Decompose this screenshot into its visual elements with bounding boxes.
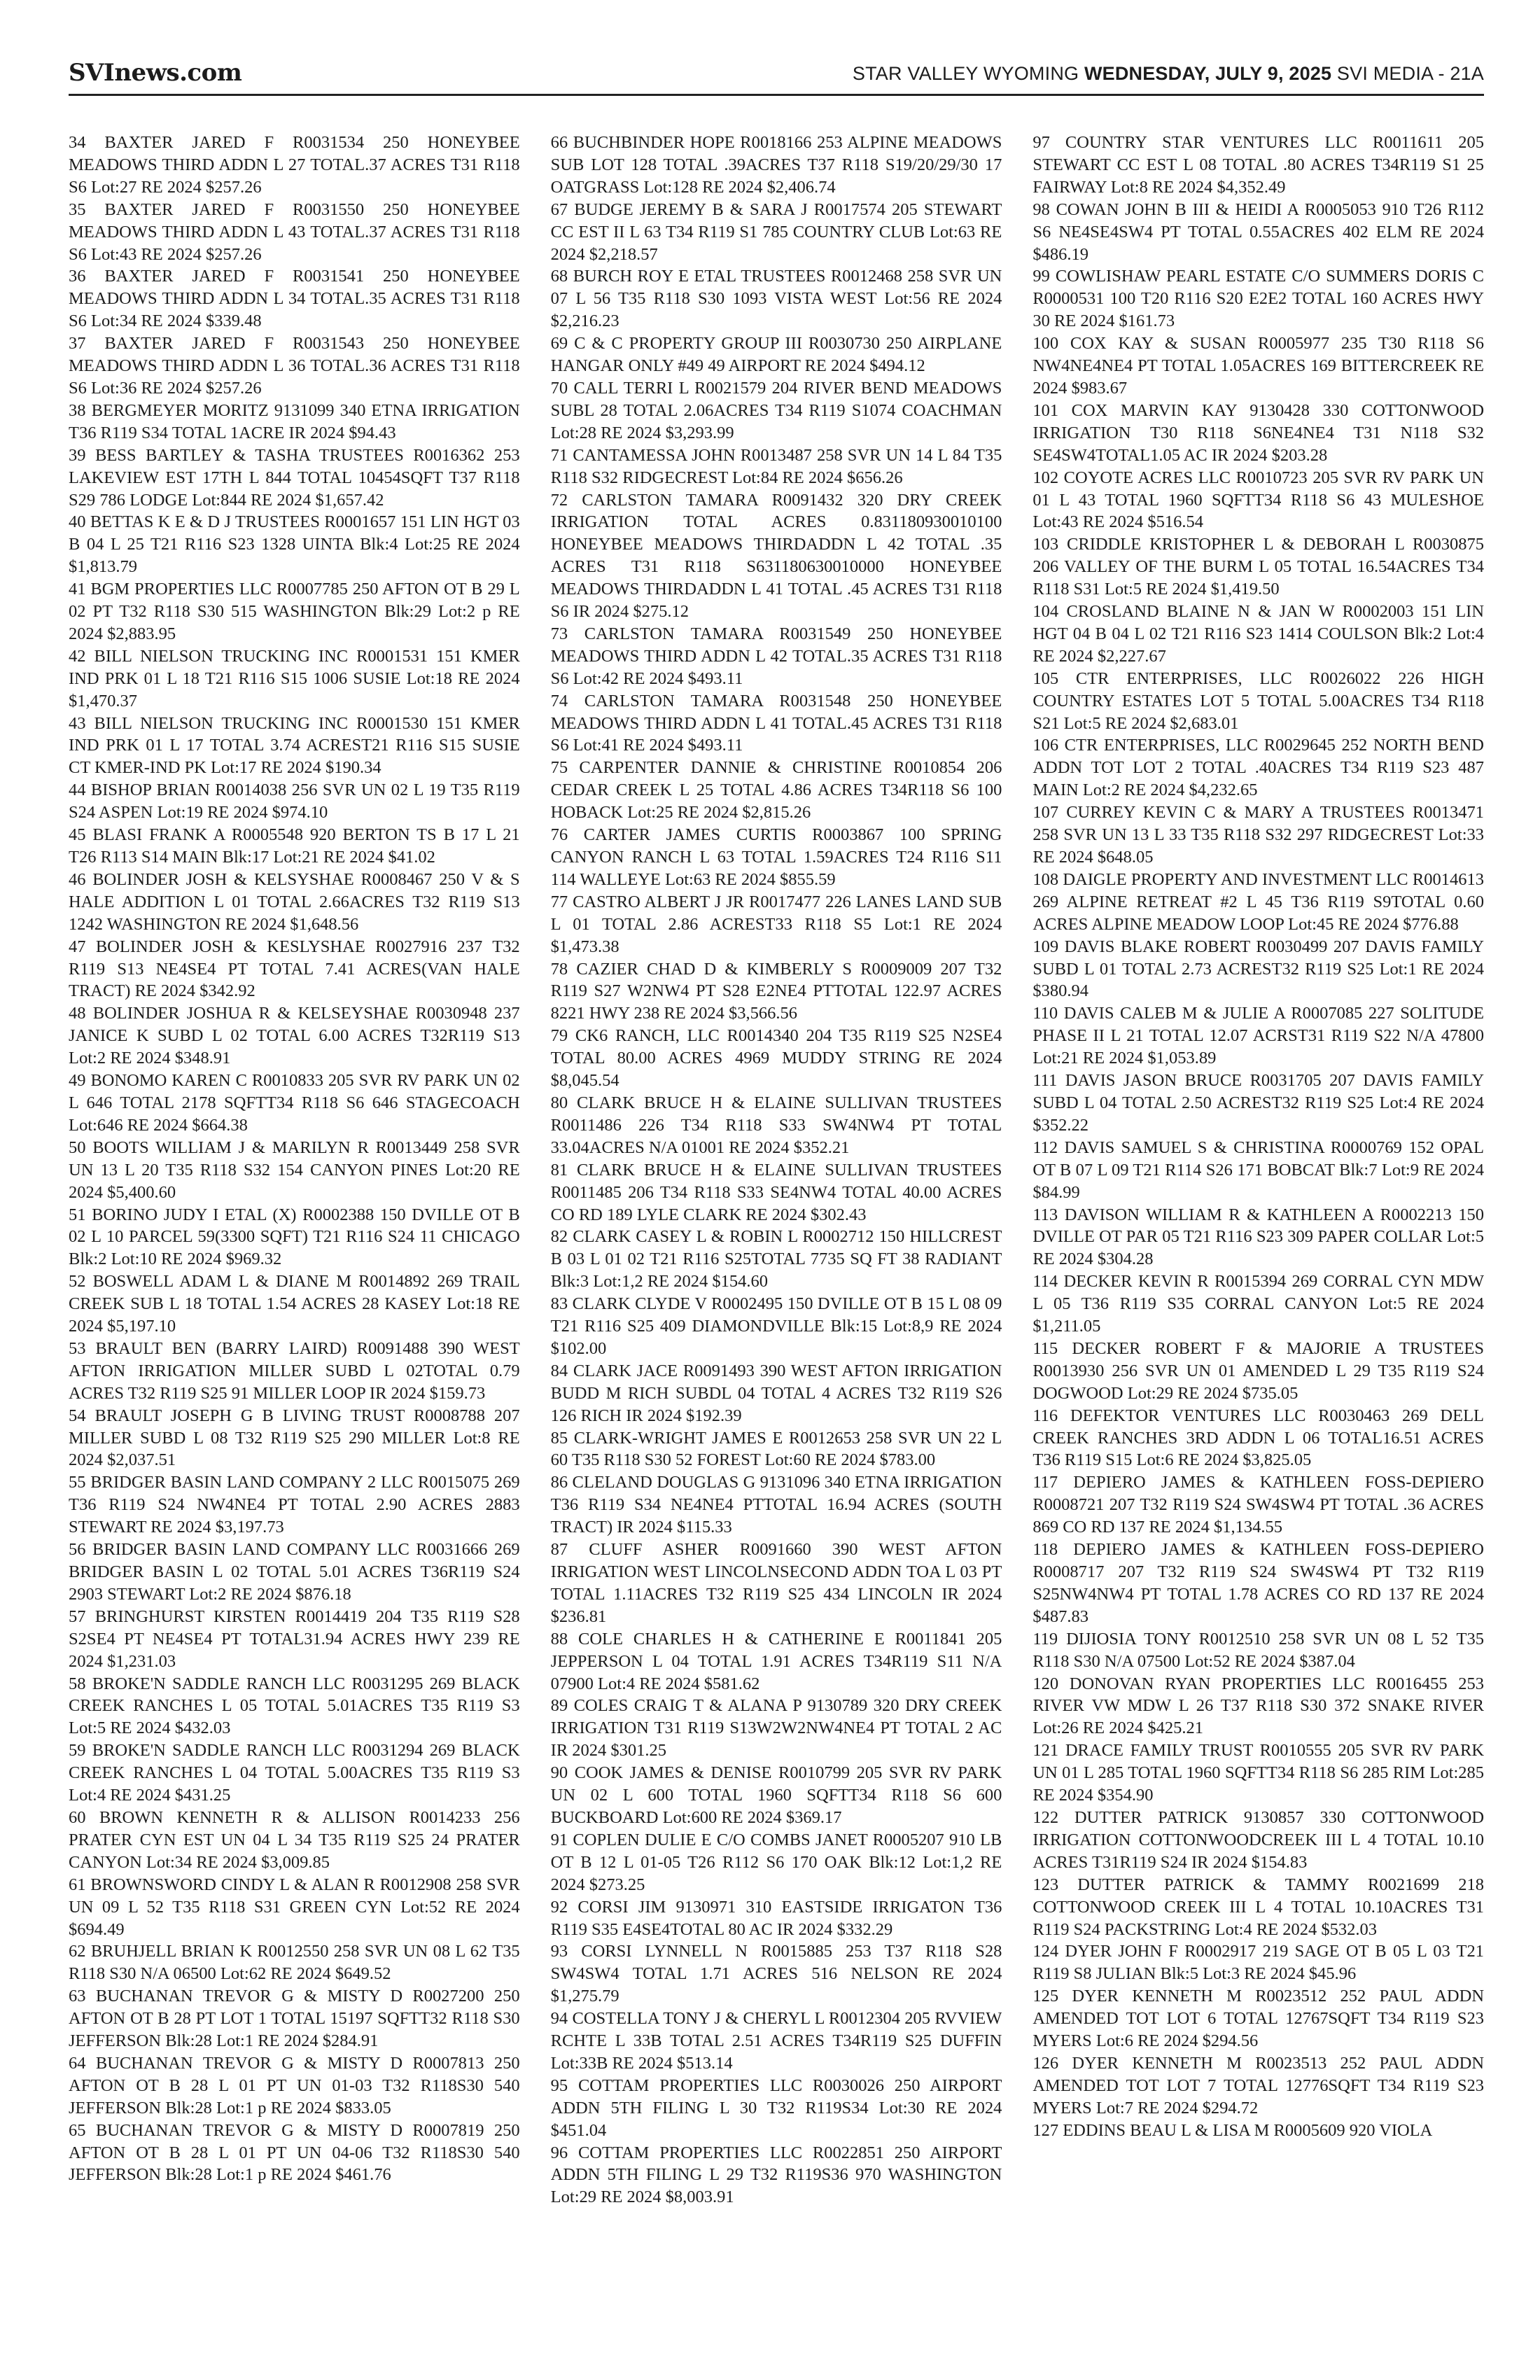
list-item: 88 COLE CHARLES H & CATHERINE E R0011841 205 JEPPERSON L 04 TOTAL 1.91 ACRES T34R119 S11 N/A 07900 Lot:4 RE 2024 $581.62	[550, 1629, 1002, 1693]
list-item: 38 BERGMEYER MORITZ 9131099 340 ETNA IRRIGATION T36 R119 S34 TOTAL 1ACRE IR 2024 $94.43	[69, 400, 520, 442]
list-item: 39 BESS BARTLEY & TASHA TRUSTEES R0016362 253 LAKEVIEW EST 17TH L 844 TOTAL 10454SQFT T37 R118 S29 786 LODGE Lot:844 RE 2024 $1,657.42	[69, 445, 520, 510]
site-name: SVInews.com	[69, 59, 242, 87]
list-item: 107 CURREY KEVIN C & MARY A TRUSTEES R0013471 258 SVR UN 13 L 33 T35 R118 S32 297 RIDGECREST Lot:33 RE 2024 $648.05	[1032, 803, 1485, 867]
list-item: 125 DYER KENNETH M R0023512 252 PAUL ADDN AMENDED TOT LOT 6 TOTAL 12767SQFT T34 R119 S23 MYERS Lot:6 RE 2024 $294.56	[1032, 1987, 1485, 2051]
list-item: 54 BRAULT JOSEPH G B LIVING TRUST R0008788 207 MILLER SUBD L 08 T32 R119 S25 290 MILLER Lot:8 RE 2024 $2,037.51	[69, 1406, 520, 1470]
list-item: 112 DAVIS SAMUEL S & CHRISTINA R0000769 152 OPAL OT B 07 L 09 T21 R114 S26 171 BOBCAT Blk:7 Lot:9 RE 2024 $84.99	[1032, 1138, 1485, 1202]
list-item: 73 CARLSTON TAMARA R0031549 250 HONEYBEE MEADOWS THIRD ADDN L 42 TOTAL.35 ACRES T31 R118 S6 Lot:42 RE 2024 $493.11	[550, 624, 1002, 688]
list-item: 71 CANTAMESSA JOHN R0013487 258 SVR UN 14 L 84 T35 R118 S32 RIDGECREST Lot:84 RE 2024 $656.26	[550, 445, 1002, 487]
list-item: 52 BOSWELL ADAM L & DIANE M R0014892 269 TRAIL CREEK SUB L 18 TOTAL 1.54 ACRES 28 KASEY Lot:18 RE 2024 $5,197.10	[69, 1272, 520, 1336]
list-item: 103 CRIDDLE KRISTOPHER L & DEBORAH L R0030875 206 VALLEY OF THE BURM L 05 TOTAL 16.54ACRES T34 R118 S31 Lot:5 RE 2024 $1,419.50	[1032, 535, 1485, 599]
list-item: 108 DAIGLE PROPERTY AND INVESTMENT LLC R0014613 269 ALPINE RETREAT #2 L 45 T36 R119 S9TOTAL 0.60 ACRES ALPINE MEADOW LOOP Lot:45 RE 2024 $776.88	[1032, 869, 1485, 934]
list-item: 75 CARPENTER DANNIE & CHRISTINE R0010854 206 CEDAR CREEK L 25 TOTAL 4.86 ACRES T34R118 S6 100 HOBACK Lot:25 RE 2024 $2,815.26	[550, 758, 1002, 822]
list-item: 126 DYER KENNETH M R0023513 252 PAUL ADDN AMENDED TOT LOT 7 TOTAL 12776SQFT T34 R119 S23 MYERS Lot:7 RE 2024 $294.72	[1032, 2053, 1485, 2118]
list-item: 121 DRACE FAMILY TRUST R0010555 205 SVR RV PARK UN 01 L 285 TOTAL 1960 SQFTT34 R118 S6 285 RIM Lot:285 RE 2024 $354.90	[1032, 1741, 1485, 1805]
list-item: 124 DYER JOHN F R0002917 219 SAGE OT B 05 L 03 T21 R119 S8 JULIAN Blk:5 Lot:3 RE 2024 $45.96	[1032, 1942, 1485, 1984]
column-2	[551, 132, 1002, 2358]
list-item: 91 COPLEN DULIE E C/O COMBS JANET R0005207 910 LB OT B 12 L 01-05 T26 R112 S6 170 OAK Blk:12 Lot:1,2 RE 2024 $273.25	[550, 1830, 1002, 1894]
list-item: 44 BISHOP BRIAN R0014038 256 SVR UN 02 L 19 T35 R119 S24 ASPEN Lot:19 RE 2024 $974.10	[69, 780, 520, 822]
list-item: 87 CLUFF ASHER R0091660 390 WEST AFTON IRRIGATION WEST LINCOLNSECOND ADDN TOA L 03 PT TOTAL 1.11ACRES T32 R119 S25 434 LINCOLN IR 2024 $236.81	[550, 1540, 1002, 1626]
list-item: 40 BETTAS K E & D J TRUSTEES R0001657 151 LIN HGT 03 B 04 L 25 T21 R116 S23 1328 UINTA Blk:4 Lot:25 RE 2024 $1,813.79	[69, 512, 520, 577]
list-item: 49 BONOMO KAREN C R0010833 205 SVR RV PARK UN 02 L 646 TOTAL 2178 SQFTT34 R118 S6 646 STAGECOACH Lot:646 RE 2024 $664.38	[69, 1071, 520, 1135]
list-item: 65 BUCHANAN TREVOR G & MISTY D R0007819 250 AFTON OT B 28 L 01 PT UN 04-06 T32 R118S30 540 JEFFERSON Blk:28 Lot:1 p RE 2024 $461.76	[69, 2120, 520, 2185]
list-item: 114 DECKER KEVIN R R0015394 269 CORRAL CYN MDW L 05 T36 R119 S35 CORRAL CANYON Lot:5 RE 2024 $1,211.05	[1032, 1272, 1485, 1336]
list-item: 37 BAXTER JARED F R0031543 250 HONEYBEE MEADOWS THIRD ADDN L 36 TOTAL.36 ACRES T31 R118 S6 Lot:36 RE 2024 $257.26	[69, 334, 520, 398]
list-item: 35 BAXTER JARED F R0031550 250 HONEYBEE MEADOWS THIRD ADDN L 43 TOTAL.37 ACRES T31 R118 S6 Lot:43 RE 2024 $257.26	[69, 200, 520, 264]
list-item: 74 CARLSTON TAMARA R0031548 250 HONEYBEE MEADOWS THIRD ADDN L 41 TOTAL.45 ACRES T31 R118 S6 Lot:41 RE 2024 $493.11	[550, 691, 1002, 755]
list-item: 110 DAVIS CALEB M & JULIE A R0007085 227 SOLITUDE PHASE II L 21 TOTAL 12.07 ACRST31 R119 S22 N/A 47800 Lot:21 RE 2024 $1,053.89	[1032, 1004, 1485, 1068]
list-item: 64 BUCHANAN TREVOR G & MISTY D R0007813 250 AFTON OT B 28 L 01 PT UN 01-03 T32 R118S30 540 JEFFERSON Blk:28 Lot:1 p RE 2024 $833.05	[69, 2053, 520, 2118]
list-item: 100 COX KAY & SUSAN R0005977 235 T30 R118 S6 NW4NE4NE4 PT TOTAL 1.05ACRES 169 BITTERCREEK RE 2024 $983.67	[1032, 334, 1485, 398]
list-item: 42 BILL NIELSON TRUCKING INC R0001531 151 KMER IND PRK 01 L 18 T21 R116 S15 1006 SUSIE Lot:18 RE 2024 $1,470.37	[69, 646, 520, 710]
list-item: 34 BAXTER JARED F R0031534 250 HONEYBEE MEADOWS THIRD ADDN L 27 TOTAL.37 ACRES T31 R118 S6 Lot:27 RE 2024 $257.26	[69, 133, 520, 197]
list-item: 115 DECKER ROBERT F & MAJORIE A TRUSTEES R0013930 256 SVR UN 01 AMENDED L 29 T35 R119 S24 DOGWOOD Lot:29 RE 2024 $735.05	[1032, 1338, 1485, 1403]
list-item: 68 BURCH ROY E ETAL TRUSTEES R0012468 258 SVR UN 07 L 56 T35 R118 S30 1093 VISTA WEST Lot:56 RE 2024 $2,216.23	[550, 267, 1002, 331]
list-item: 90 COOK JAMES & DENISE R0010799 205 SVR RV PARK UN 02 L 600 TOTAL 1960 SQFTT34 R118 S6 600 BUCKBOARD Lot:600 RE 2024 $369.17	[550, 1763, 1002, 1827]
list-item: 94 COSTELLA TONY J & CHERYL L R0012304 205 RVVIEW RCHTE L 33B TOTAL 2.51 ACRES T34R119 S25 DUFFIN Lot:33B RE 2024 $513.14	[550, 2009, 1002, 2073]
page-header	[69, 59, 1484, 96]
list-item: 85 CLARK-WRIGHT JAMES E R0012653 258 SVR UN 22 L 60 T35 R118 S30 52 FOREST Lot:60 RE 2024 $783.00	[550, 1428, 1002, 1470]
legal-notice-columns	[69, 132, 1484, 2358]
list-item: 104 CROSLAND BLAINE N & JAN W R0002003 151 LIN HGT 04 B 04 L 02 T21 R116 S23 1414 COULSON Blk:2 Lot:4 RE 2024 $2,227.67	[1032, 602, 1485, 666]
list-item: 56 BRIDGER BASIN LAND COMPANY LLC R0031666 269 BRIDGER BASIN L 02 TOTAL 5.01 ACRES T36R119 S24 2903 STEWART Lot:2 RE 2024 $876.18	[69, 1540, 520, 1604]
list-item: 59 BROKE'N SADDLE RANCH LLC R0031294 269 BLACK CREEK RANCHES L 04 TOTAL 5.00ACRES T35 R119 S3 Lot:4 RE 2024 $431.25	[69, 1741, 520, 1805]
list-item: 63 BUCHANAN TREVOR G & MISTY D R0027200 250 AFTON OT B 28 PT LOT 1 TOTAL 15197 SQFTT32 R118 S30 JEFFERSON Blk:28 Lot:1 RE 2024 $284.91	[69, 1987, 520, 2051]
list-item: 61 BROWNSWORD CINDY L & ALAN R R0012908 258 SVR UN 09 L 52 T35 R118 S31 GREEN CYN Lot:52 RE 2024 $694.49	[69, 1875, 520, 1939]
list-item: 105 CTR ENTERPRISES, LLC R0026022 226 HIGH COUNTRY ESTATES LOT 5 TOTAL 5.00ACRES T34 R118 S21 Lot:5 RE 2024 $2,683.01	[1032, 668, 1485, 733]
list-item: 83 CLARK CLYDE V R0002495 150 DVILLE OT B 15 L 08 09 T21 R116 S25 409 DIAMONDVILLE Blk:15 Lot:8,9 RE 2024 $102.00	[550, 1294, 1002, 1358]
list-item: 58 BROKE'N SADDLE RANCH LLC R0031295 269 BLACK CREEK RANCHES L 05 TOTAL 5.01ACRES T35 R119 S3 Lot:5 RE 2024 $432.03	[69, 1674, 520, 1738]
list-item: 122 DUTTER PATRICK 9130857 330 COTTONWOOD IRRIGATION COTTONWOODCREEK III L 4 TOTAL 10.10 ACRES T31R119 S24 IR 2024 $154.83	[1032, 1807, 1485, 1872]
list-item: 96 COTTAM PROPERTIES LLC R0022851 250 AIRPORT ADDN 5TH FILING L 29 T32 R119S36 970 WASHINGTON Lot:29 RE 2024 $8,003.91	[550, 2143, 1002, 2207]
list-item: 84 CLARK JACE R0091493 390 WEST AFTON IRRIGATION BUDD M RICH SUBDL 04 TOTAL 4 ACRES T32 R119 S26 126 RICH IR 2024 $192.39	[550, 1361, 1002, 1425]
list-item: 82 CLARK CASEY L & ROBIN L R0002712 150 HILLCREST B 03 L 01 02 T21 R116 S25TOTAL 7735 SQ FT 38 RADIANT Blk:3 Lot:1,2 RE 2024 $154.60	[550, 1227, 1002, 1292]
list-item: 116 DEFEKTOR VENTURES LLC R0030463 269 DELL CREEK RANCHES 3RD ADDN L 06 TOTAL16.51 ACRES T36 R119 S15 Lot:6 RE 2024 $3,825.05	[1032, 1406, 1485, 1470]
masthead-page: SVI MEDIA - 21A	[1336, 63, 1484, 84]
list-item: 72 CARLSTON TAMARA R0091432 320 DRY CREEK IRRIGATION TOTAL ACRES 0.831180930010100 HONEYBEE MEADOWS THIRDADDN L 42 TOTAL .35 ACRES T31 R118 S631180630010000 HONEYBEE MEADOWS THIRDADDN L 41 TOTAL .45 ACRES T31 R118 S6 IR 2024 $275.12	[550, 490, 1002, 622]
list-item: 123 DUTTER PATRICK & TAMMY R0021699 218 COTTONWOOD CREEK III L 4 TOTAL 10.10ACRES T31 R119 S24 PACKSTRING Lot:4 RE 2024 $532.03	[1032, 1875, 1485, 1939]
list-item: 50 BOOTS WILLIAM J & MARILYN R R0013449 258 SVR UN 13 L 20 T35 R118 S32 154 CANYON PINES Lot:20 RE 2024 $5,400.60	[69, 1138, 520, 1202]
list-item: 48 BOLINDER JOSHUA R & KELSEYSHAE R0030948 237 JANICE K SUBD L 02 TOTAL 6.00 ACRES T32R119 S13 Lot:2 RE 2024 $348.91	[69, 1004, 520, 1068]
list-item: 45 BLASI FRANK A R0005548 920 BERTON TS B 17 L 21 T26 R113 S14 MAIN Blk:17 Lot:21 RE 2024 $41.02	[69, 825, 520, 867]
list-item: 46 BOLINDER JOSH & KELSYSHAE R0008467 250 V & S HALE ADDITION L 01 TOTAL 2.66ACRES T32 R119 S13 1242 WASHINGTON RE 2024 $1,648.56	[69, 869, 520, 934]
list-item: 111 DAVIS JASON BRUCE R0031705 207 DAVIS FAMILY SUBD L 04 TOTAL 2.50 ACREST32 R119 S25 Lot:4 RE 2024 $352.22	[1032, 1071, 1485, 1135]
list-item: 127 EDDINS BEAU L & LISA M R0005609 920 VIOLA	[1032, 2120, 1433, 2140]
list-item: 67 BUDGE JEREMY B & SARA J R0017574 205 STEWART CC EST II L 63 T34 R119 S1 785 COUNTRY CLUB Lot:63 RE 2024 $2,218.57	[550, 200, 1002, 264]
list-item: 89 COLES CRAIG T & ALANA P 9130789 320 DRY CREEK IRRIGATION T31 R119 S13W2W2NW4NE4 PT TOTAL 2 AC IR 2024 $301.25	[550, 1696, 1002, 1760]
list-item: 117 DEPIERO JAMES & KATHLEEN FOSS-DEPIERO R0008721 207 T32 R119 S24 SW4SW4 PT TOTAL .36 ACRES 869 CO RD 137 RE 2024 $1,134.55	[1032, 1473, 1485, 1537]
list-item: 86 CLELAND DOUGLAS G 9131096 340 ETNA IRRIGATION T36 R119 S34 NE4NE4 PTTOTAL 16.94 ACRES (SOUTH TRACT) IR 2024 $115.33	[550, 1473, 1002, 1537]
list-item: 113 DAVISON WILLIAM R & KATHLEEN A R0002213 150 DVILLE OT PAR 05 T21 R116 S23 309 PAPER COLLAR Lot:5 RE 2024 $304.28	[1032, 1205, 1485, 1269]
list-item: 36 BAXTER JARED F R0031541 250 HONEYBEE MEADOWS THIRD ADDN L 34 TOTAL.35 ACRES T31 R118 S6 Lot:34 RE 2024 $339.48	[69, 267, 520, 331]
list-item: 93 CORSI LYNNELL N R0015885 253 T37 R118 S28 SW4SW4 TOTAL 1.71 ACRES 516 NELSON RE 2024 $1,275.79	[550, 1942, 1002, 2006]
masthead-location: STAR VALLEY WYOMING	[852, 63, 1079, 84]
list-item: 101 COX MARVIN KAY 9130428 330 COTTONWOOD IRRIGATION T30 R118 S6NE4NE4 T31 N118 S32 SE4SW4TOTAL1.05 AC IR 2024 $203.28	[1032, 400, 1485, 465]
list-item: 119 DIJIOSIA TONY R0012510 258 SVR UN 08 L 52 T35 R118 S30 N/A 07500 Lot:52 RE 2024 $387.04	[1032, 1629, 1485, 1671]
column-3	[1032, 132, 1484, 2358]
list-item: 92 CORSI JIM 9130971 310 EASTSIDE IRRIGATON T36 R119 S35 E4SE4TOTAL 80 AC IR 2024 $332.29	[550, 1897, 1002, 1939]
list-item: 106 CTR ENTERPRISES, LLC R0029645 252 NORTH BEND ADDN TOT LOT 2 TOTAL .40ACRES T34 R119 S23 487 MAIN Lot:2 RE 2024 $4,232.65	[1032, 736, 1485, 800]
list-item: 66 BUCHBINDER HOPE R0018166 253 ALPINE MEADOWS SUB LOT 128 TOTAL .39ACRES T37 R118 S19/20/29/30 17 OATGRASS Lot:128 RE 2024 $2,406.74	[550, 133, 1002, 197]
list-item: 79 CK6 RANCH, LLC R0014340 204 T35 R119 S25 N2SE4 TOTAL 80.00 ACRES 4969 MUDDY STRING RE 2024 $8,045.54	[550, 1026, 1002, 1091]
list-item: 80 CLARK BRUCE H & ELAINE SULLIVAN TRUSTEES R0011486 226 T34 R118 S33 SW4NW4 PT TOTAL 33.04ACRES N/A 01001 RE 2024 $352.21	[550, 1093, 1002, 1157]
list-item: 78 CAZIER CHAD D & KIMBERLY S R0009009 207 T32 R119 S27 W2NW4 PT S28 E2NE4 PTTOTAL 122.97 ACRES 8221 HWY 238 RE 2024 $3,566.56	[550, 959, 1002, 1023]
column-1	[69, 132, 520, 2358]
list-item: 109 DAVIS BLAKE ROBERT R0030499 207 DAVIS FAMILY SUBD L 01 TOTAL 2.73 ACREST32 R119 S25 Lot:1 RE 2024 $380.94	[1032, 937, 1485, 1001]
list-item: 120 DONOVAN RYAN PROPERTIES LLC R0016455 253 RIVER VW MDW L 26 T37 R118 S30 372 SNAKE RIVER Lot:26 RE 2024 $425.21	[1032, 1674, 1485, 1738]
list-item: 118 DEPIERO JAMES & KATHLEEN FOSS-DEPIERO R0008717 207 T32 R119 S24 SW4SW4 PT T32 R119 S25NW4NW4 PT TOTAL 1.78 ACRES CO RD 137 RE 2024 $487.83	[1032, 1540, 1485, 1626]
list-item: 102 COYOTE ACRES LLC R0010723 205 SVR RV PARK UN 01 L 43 TOTAL 1960 SQFTT34 R118 S6 43 MULESHOE Lot:43 RE 2024 $516.54	[1032, 468, 1485, 532]
list-item: 55 BRIDGER BASIN LAND COMPANY 2 LLC R0015075 269 T36 R119 S24 NW4NE4 PT TOTAL 2.90 ACRES 2883 STEWART RE 2024 $3,197.73	[69, 1473, 520, 1537]
list-item: 98 COWAN JOHN B III & HEIDI A R0005053 910 T26 R112 S6 NE4SE4SW4 PT TOTAL 0.55ACRES 402 ELM RE 2024 $486.19	[1032, 200, 1485, 264]
list-item: 95 COTTAM PROPERTIES LLC R0030026 250 AIRPORT ADDN 5TH FILING L 30 T32 R119S34 Lot:30 RE 2024 $451.04	[550, 2076, 1002, 2140]
list-item: 53 BRAULT BEN (BARRY LAIRD) R0091488 390 WEST AFTON IRRIGATION MILLER SUBD L 02TOTAL 0.79 ACRES T32 R119 S25 91 MILLER LOOP IR 2024 $159.73	[69, 1338, 520, 1403]
list-item: 51 BORINO JUDY I ETAL (X) R0002388 150 DVILLE OT B 02 L 10 PARCEL 59(3300 SQFT) T21 R116 S24 11 CHICAGO Blk:2 Lot:10 RE 2024 $969.32	[69, 1205, 520, 1269]
list-item: 70 CALL TERRI L R0021579 204 RIVER BEND MEADOWS SUBL 28 TOTAL 2.06ACRES T34 R119 S1074 COACHMAN Lot:28 RE 2024 $3,293.99	[550, 378, 1002, 442]
list-item: 81 CLARK BRUCE H & ELAINE SULLIVAN TRUSTEES R0011485 206 T34 R118 S33 SE4NW4 TOTAL 40.00 ACRES CO RD 189 LYLE CLARK RE 2024 $302.43	[550, 1160, 1002, 1224]
masthead	[853, 63, 1484, 85]
list-item: 43 BILL NIELSON TRUCKING INC R0001530 151 KMER IND PRK 01 L 17 TOTAL 3.74 ACREST21 R116 S15 SUSIE CT KMER-IND PK Lot:17 RE 2024 $190.34	[69, 713, 520, 778]
list-item: 57 BRINGHURST KIRSTEN R0014419 204 T35 R119 S28 S2SE4 PT NE4SE4 PT TOTAL31.94 ACRES HWY 239 RE 2024 $1,231.03	[69, 1606, 520, 1671]
list-item: 76 CARTER JAMES CURTIS R0003867 100 SPRING CANYON RANCH L 63 TOTAL 1.59ACRES T24 R116 S11 114 WALLEYE Lot:63 RE 2024 $855.59	[550, 825, 1002, 889]
list-item: 99 COWLISHAW PEARL ESTATE C/O SUMMERS DORIS C R0000531 100 T20 R116 S20 E2E2 TOTAL 160 ACRES HWY 30 RE 2024 $161.73	[1032, 267, 1485, 331]
list-item: 62 BRUHJELL BRIAN K R0012550 258 SVR UN 08 L 62 T35 R118 S30 N/A 06500 Lot:62 RE 2024 $649.52	[69, 1942, 520, 1984]
list-item: 60 BROWN KENNETH R & ALLISON R0014233 256 PRATER CYN EST UN 04 L 34 T35 R119 S25 24 PRATER CANYON Lot:34 RE 2024 $3,009.85	[69, 1807, 520, 1872]
masthead-date: WEDNESDAY, JULY 9, 2025	[1084, 63, 1332, 84]
list-item: 69 C & C PROPERTY GROUP III R0030730 250 AIRPLANE HANGAR ONLY #49 49 AIRPORT RE 2024 $494.12	[550, 334, 1002, 376]
list-item: 97 COUNTRY STAR VENTURES LLC R0011611 205 STEWART CC EST L 08 TOTAL .80 ACRES T34R119 S1 25 FAIRWAY Lot:8 RE 2024 $4,352.49	[1032, 133, 1485, 197]
list-item: 41 BGM PROPERTIES LLC R0007785 250 AFTON OT B 29 L 02 PT T32 R118 S30 515 WASHINGTON Blk:29 Lot:2 p RE 2024 $2,883.95	[69, 580, 520, 643]
list-item: 47 BOLINDER JOSH & KESLYSHAE R0027916 237 T32 R119 S13 NE4SE4 PT TOTAL 7.41 ACRES(VAN HALE TRACT) RE 2024 $342.92	[69, 937, 520, 1001]
list-item: 77 CASTRO ALBERT J JR R0017477 226 LANES LAND SUB L 01 TOTAL 2.86 ACREST33 R118 S5 Lot:1 RE 2024 $1,473.38	[550, 892, 1002, 956]
